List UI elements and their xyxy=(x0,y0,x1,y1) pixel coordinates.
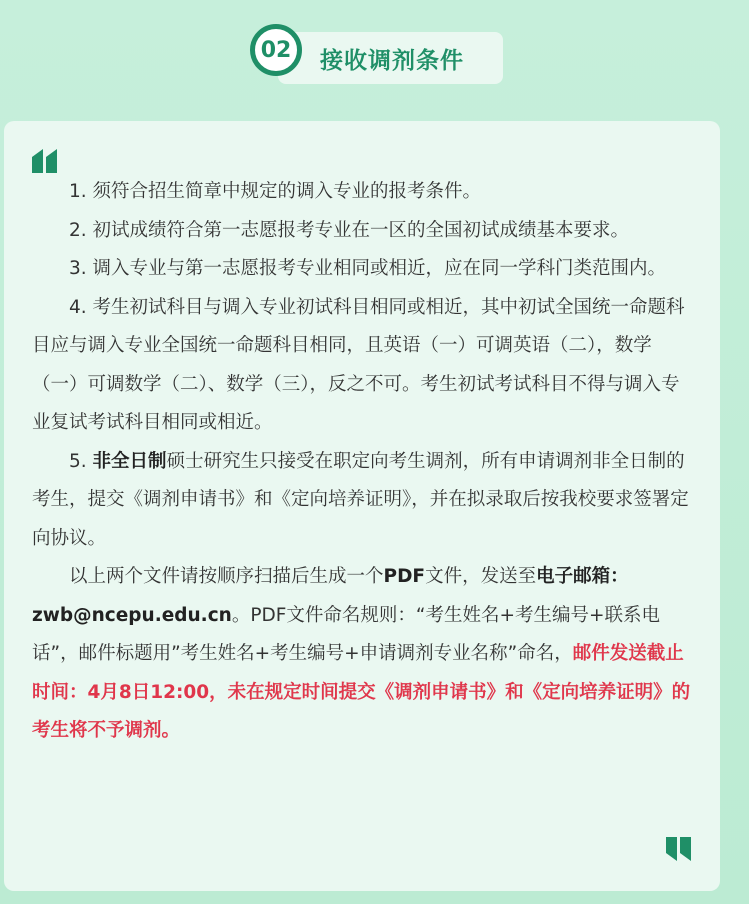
section-number: 02 xyxy=(250,24,302,76)
deadline-notice: 邮件发送截止时间：4月8日12:00，未在规定时间提交《调剂申请书》和《定向培养证明》的考生将不予调剂。 xyxy=(32,643,691,741)
condition-item-5: 5. 非全日制硕士研究生只接受在职定向考生调剂，所有申请调剂非全日制的考生，提交《调剂申请书》和《定向培养证明》，并在拟录取后按我校要求签署定向协议。 xyxy=(32,450,689,549)
conditions-card xyxy=(4,121,720,891)
section-header xyxy=(250,24,510,84)
conditions-text xyxy=(32,173,697,751)
non-fulltime-label: 非全日制 xyxy=(92,450,167,472)
condition-item-2: 2. 初试成绩符合第一志愿报考专业在一区的全国初试成绩基本要求。 xyxy=(69,219,630,241)
quote-close-icon xyxy=(666,837,694,861)
section-title: 接收调剂条件 xyxy=(278,32,503,84)
condition-item-3: 3. 调入专业与第一志愿报考专业相同或相近，应在同一学科门类范围内。 xyxy=(69,258,667,279)
condition-item-4: 4. 考生初试科目与调入专业初试科目相同或相近，其中初试全国统一命题科目应与调入专业全国统一命题科目相同，且英语（一）可调英语（二），数学（一）可调数学（二）、数学（三），反之不可。考生初试考试科目不得与调入专业复试考试科目相同或相近。 xyxy=(32,296,685,433)
submission-note: 以上两个文件请按顺序扫描后生成一个PDF文件，发送至电子邮箱：zwb@ncepu.edu.cn。PDF文件命名规则：“考生姓名+考生编号+联系电话”，邮件标题用”考生姓名+考生编号+申请调剂专业名称”命名，邮件发送截止时间：4月8日12:00，未在规定时间提交《调剂申请书》和《定向培养证明》的考生将不予调剂。 xyxy=(32,566,691,741)
quote-open-icon xyxy=(32,149,60,173)
condition-item-1: 1. 须符合招生简章中规定的调入专业的报考条件。 xyxy=(69,181,482,202)
email-address: 电子邮箱：zwb@ncepu.edu.cn xyxy=(32,566,629,626)
